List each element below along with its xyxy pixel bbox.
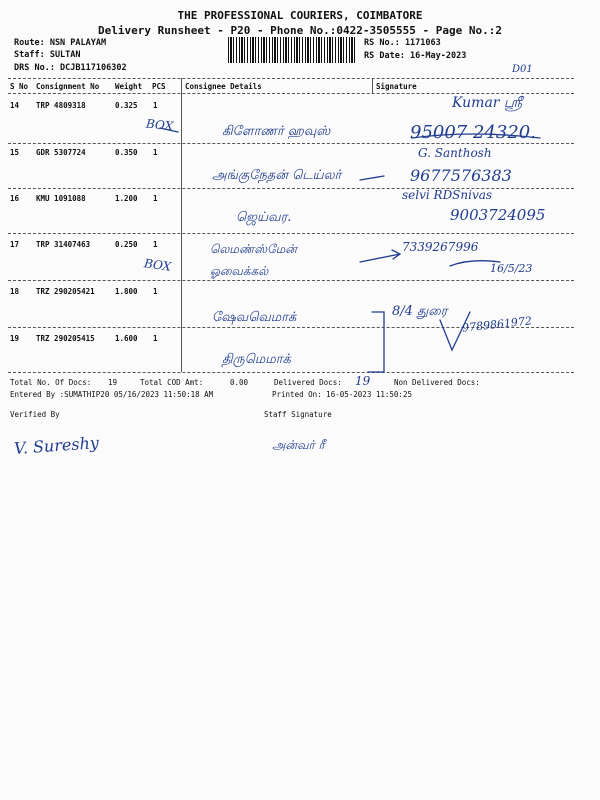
scribble-stroke xyxy=(450,261,500,266)
staff-label: Staff: SULTAN xyxy=(14,50,81,60)
row-handwritten-note: BOX xyxy=(145,116,174,134)
total-cod-value: 0.00 xyxy=(230,378,249,387)
verified-signature: V. Sureshy xyxy=(13,433,100,458)
row-weight: 0.250 xyxy=(115,240,138,249)
row-sno: 15 xyxy=(10,148,20,157)
row-phone-handwritten: 9789861972 xyxy=(461,314,533,335)
bracket-stroke xyxy=(368,312,384,372)
row-pcs: 1 xyxy=(153,148,158,157)
row-consignee-handwritten: திருமெமாக் xyxy=(222,352,291,367)
row-pcs: 1 xyxy=(153,194,158,203)
rs-date: RS Date: 16-May-2023 xyxy=(364,51,467,61)
row-consignment: TRP 4809318 xyxy=(36,101,86,110)
row-weight: 0.325 xyxy=(115,101,138,110)
underline-stroke xyxy=(412,134,540,138)
runsheet-subtitle: Delivery Runsheet - P20 - Phone No.:0422-3505555 - Page No.:2 xyxy=(98,24,502,37)
row-signature-handwritten: G. Santhosh xyxy=(418,146,492,160)
row-signature-handwritten: 8/4 துரை xyxy=(392,304,448,319)
row-phone-handwritten: 9003724095 xyxy=(450,206,546,224)
row-phone-handwritten: 95007 24320. xyxy=(410,122,536,143)
row-signature-handwritten: Kumar ஸ்ரீ xyxy=(452,95,523,111)
row-consignee-handwritten: ஜெய்வர. xyxy=(236,210,292,225)
row-consignment: TRZ 290205415 xyxy=(36,334,95,343)
row-date-handwritten: 16/5/23 xyxy=(490,262,533,275)
col-header-weight: Weight xyxy=(115,82,143,91)
row-consignment: GDR 5307724 xyxy=(36,148,86,157)
row-consignment: TRP 31407463 xyxy=(36,240,91,249)
col-header-consignee: Consignee Details xyxy=(185,82,262,91)
row-consignee-handwritten: கிளோணர் ஹவுஸ் xyxy=(222,124,331,139)
row-weight: 1.200 xyxy=(115,194,138,203)
row-pcs: 1 xyxy=(153,101,158,110)
staff-signature-handwritten: அன்வர் ரீ xyxy=(272,438,325,452)
arrow-stroke-2 xyxy=(360,176,384,180)
entered-by: Entered By :SUMATHIP20 05/16/2023 11:50:18 AM xyxy=(10,390,214,399)
row-phone-handwritten: 9677576383 xyxy=(410,166,512,185)
total-docs-value: 19 xyxy=(108,378,118,387)
row-weight: 1.600 xyxy=(115,334,138,343)
col-header-pcs: PCS xyxy=(152,82,166,91)
col-header-consignment: Consignment No xyxy=(36,82,100,91)
runsheet-title: THE PROFESSIONAL COURIERS, COIMBATORE xyxy=(177,9,423,22)
staff-signature-label: Staff Signature xyxy=(264,410,332,419)
verified-by-label: Verified By xyxy=(10,410,60,419)
row-consignee-handwritten: அங்குநேதன் டெய்லர் xyxy=(212,168,342,183)
row-sno: 14 xyxy=(10,101,20,110)
route-label: Route: NSN PALAYAM xyxy=(14,38,107,48)
row-consignee-handwritten: ஷேவவெமாக் xyxy=(212,310,297,325)
rs-number: RS No.: 1171063 xyxy=(364,38,441,48)
row-sno: 18 xyxy=(10,287,20,296)
row-consignment: KMU 1091088 xyxy=(36,194,86,203)
top-handwritten-note: D01 xyxy=(512,64,533,75)
col-header-signature: Signature xyxy=(376,82,417,91)
arrow-stroke xyxy=(360,250,400,262)
row-weight: 0.350 xyxy=(115,148,138,157)
delivered-docs-handwritten: 19 xyxy=(355,374,371,388)
row-pcs: 1 xyxy=(153,287,158,296)
row-pcs: 1 xyxy=(153,334,158,343)
box-stroke xyxy=(160,128,178,132)
non-delivered-docs-label: Non Delivered Docs: xyxy=(394,378,480,387)
row-consignee-handwritten: லெமண்ஸ்மேன் ஓவைக்கல் xyxy=(210,242,297,278)
check-stroke xyxy=(440,312,470,350)
row-signature-handwritten: selvi RDSnivas xyxy=(402,188,493,202)
row-handwritten-note: BOX xyxy=(143,256,173,274)
row-signature-handwritten: 7339267996 xyxy=(402,240,479,254)
total-cod-label: Total COD Amt: xyxy=(140,378,204,387)
row-consignment: TRZ 290205421 xyxy=(36,287,95,296)
row-pcs: 1 xyxy=(153,240,158,249)
drs-number: DRS No.: DCJB117106302 xyxy=(14,63,127,73)
row-sno: 17 xyxy=(10,240,20,249)
total-docs-label: Total No. Of Docs: xyxy=(10,378,92,387)
delivered-docs-label: Delivered Docs: xyxy=(274,378,342,387)
printed-on: Printed On: 16-05-2023 11:50:25 xyxy=(272,390,412,399)
col-header-sno: S No xyxy=(10,82,29,91)
row-sno: 19 xyxy=(10,334,20,343)
row-weight: 1.800 xyxy=(115,287,138,296)
row-sno: 16 xyxy=(10,194,20,203)
